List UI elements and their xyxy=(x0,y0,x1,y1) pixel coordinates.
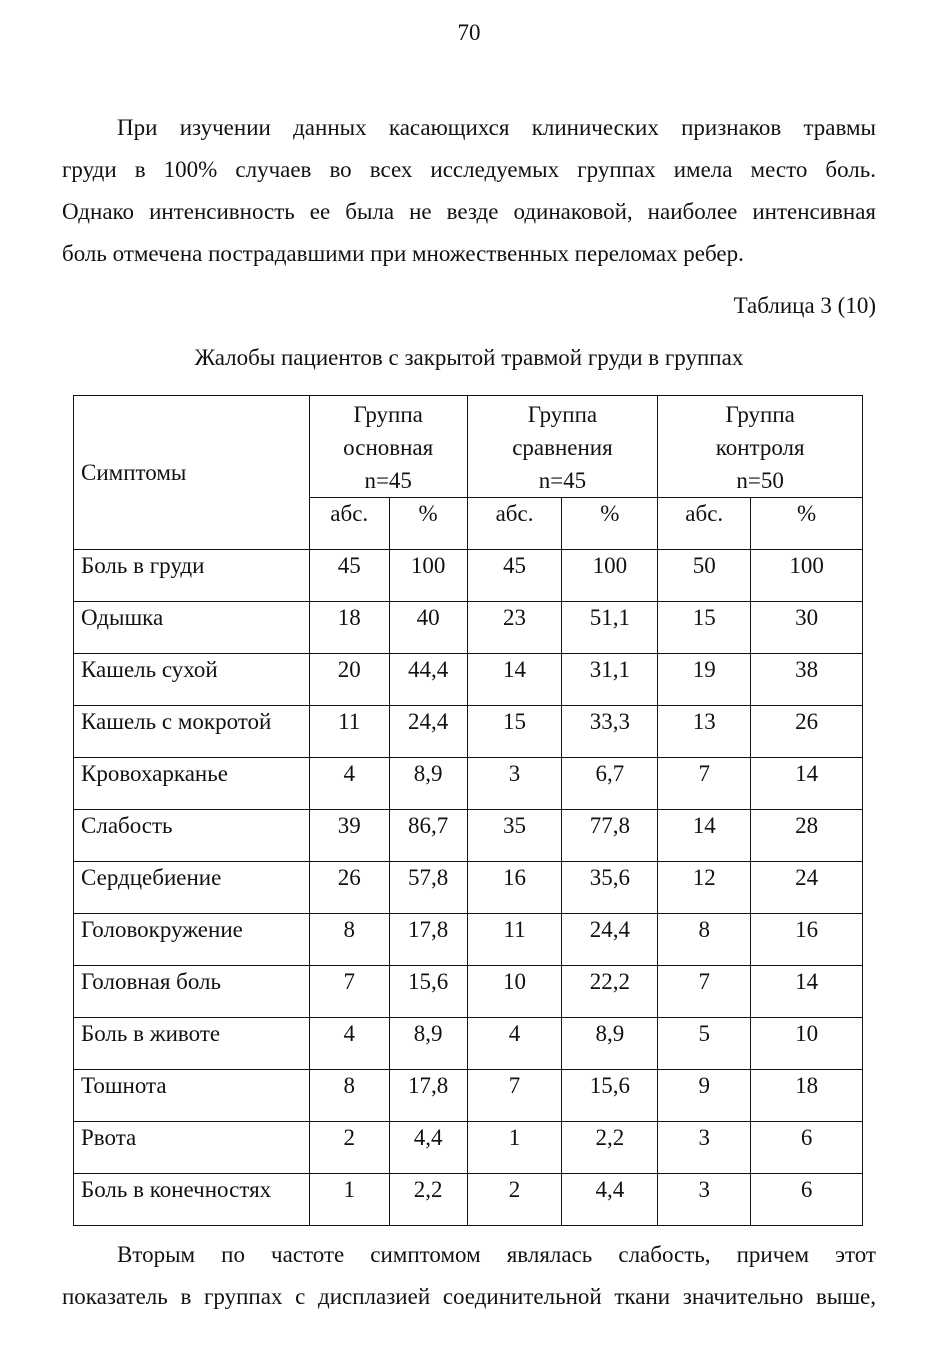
value-cell: 20 xyxy=(309,654,389,706)
symptom-cell: Боль в груди xyxy=(74,550,310,602)
symptom-cell: Рвота xyxy=(74,1122,310,1174)
value-cell: 31,1 xyxy=(562,654,658,706)
value-cell: 1 xyxy=(309,1174,389,1226)
value-cell: 17,8 xyxy=(389,914,467,966)
value-cell: 7 xyxy=(658,966,751,1018)
value-cell: 100 xyxy=(562,550,658,602)
pct-subheader: % xyxy=(389,498,467,550)
symptom-cell: Головная боль xyxy=(74,966,310,1018)
table-row xyxy=(74,602,863,654)
symptom-cell: Боль в конечностях xyxy=(74,1174,310,1226)
table-row xyxy=(74,914,863,966)
value-cell: 7 xyxy=(467,1070,562,1122)
table-row xyxy=(74,810,863,862)
paragraph-line: показатель в группах с дисплазией соединительной ткани значительно выше, xyxy=(62,1284,876,1309)
value-cell: 33,3 xyxy=(562,706,658,758)
pct-subheader: % xyxy=(751,498,863,550)
value-cell: 23 xyxy=(467,602,562,654)
value-cell: 39 xyxy=(309,810,389,862)
table-row xyxy=(74,1070,863,1122)
value-cell: 4 xyxy=(309,1018,389,1070)
value-cell: 45 xyxy=(467,550,562,602)
value-cell: 4 xyxy=(467,1018,562,1070)
table-row xyxy=(74,862,863,914)
abs-subheader: абс. xyxy=(309,498,389,550)
symptom-cell: Одышка xyxy=(74,602,310,654)
symptoms-column-header: Симптомы xyxy=(74,396,310,550)
value-cell: 77,8 xyxy=(562,810,658,862)
symptom-cell: Сердцебиение xyxy=(74,862,310,914)
value-cell: 13 xyxy=(658,706,751,758)
table-row xyxy=(74,966,863,1018)
value-cell: 19 xyxy=(658,654,751,706)
value-cell: 9 xyxy=(658,1070,751,1122)
value-cell: 4 xyxy=(309,758,389,810)
value-cell: 35,6 xyxy=(562,862,658,914)
value-cell: 8 xyxy=(309,914,389,966)
value-cell: 17,8 xyxy=(389,1070,467,1122)
value-cell: 14 xyxy=(751,758,863,810)
value-cell: 24 xyxy=(751,862,863,914)
value-cell: 6,7 xyxy=(562,758,658,810)
paragraph-line: груди в 100% случаев во всех исследуемых группах имела место боль. xyxy=(62,157,876,182)
value-cell: 2,2 xyxy=(562,1122,658,1174)
value-cell: 5 xyxy=(658,1018,751,1070)
intro-paragraph xyxy=(62,107,876,275)
value-cell: 40 xyxy=(389,602,467,654)
value-cell: 15,6 xyxy=(562,1070,658,1122)
value-cell: 100 xyxy=(751,550,863,602)
pct-subheader: % xyxy=(562,498,658,550)
value-cell: 10 xyxy=(751,1018,863,1070)
abs-subheader: абс. xyxy=(467,498,562,550)
table-row xyxy=(74,1174,863,1226)
value-cell: 15 xyxy=(658,602,751,654)
value-cell: 30 xyxy=(751,602,863,654)
paragraph-line: При изучении данных касающихся клинических признаков травмы xyxy=(117,115,876,140)
value-cell: 8,9 xyxy=(562,1018,658,1070)
value-cell: 50 xyxy=(658,550,751,602)
value-cell: 15,6 xyxy=(389,966,467,1018)
closing-paragraph xyxy=(62,1234,876,1318)
table-header-row xyxy=(74,396,863,498)
symptom-cell: Слабость xyxy=(74,810,310,862)
value-cell: 14 xyxy=(467,654,562,706)
value-cell: 45 xyxy=(309,550,389,602)
value-cell: 7 xyxy=(658,758,751,810)
value-cell: 18 xyxy=(751,1070,863,1122)
value-cell: 28 xyxy=(751,810,863,862)
value-cell: 11 xyxy=(309,706,389,758)
value-cell: 16 xyxy=(467,862,562,914)
value-cell: 24,4 xyxy=(562,914,658,966)
symptom-cell: Кашель сухой xyxy=(74,654,310,706)
value-cell: 16 xyxy=(751,914,863,966)
abs-subheader: абс. xyxy=(658,498,751,550)
value-cell: 2,2 xyxy=(389,1174,467,1226)
value-cell: 86,7 xyxy=(389,810,467,862)
value-cell: 57,8 xyxy=(389,862,467,914)
value-cell: 3 xyxy=(467,758,562,810)
value-cell: 1 xyxy=(467,1122,562,1174)
symptoms-table xyxy=(73,395,863,1226)
value-cell: 6 xyxy=(751,1174,863,1226)
group-comparison-header: Группа сравнения n=45 xyxy=(467,396,658,498)
value-cell: 11 xyxy=(467,914,562,966)
value-cell: 26 xyxy=(309,862,389,914)
group-main-header: Группа основная n=45 xyxy=(309,396,467,498)
value-cell: 14 xyxy=(751,966,863,1018)
symptom-cell: Боль в животе xyxy=(74,1018,310,1070)
symptom-cell: Головокружение xyxy=(74,914,310,966)
table-row xyxy=(74,758,863,810)
table-number: Таблица 3 (10) xyxy=(733,293,876,318)
table-title: Жалобы пациентов с закрытой травмой груди в группах xyxy=(194,345,744,370)
paragraph-line: боль отмечена пострадавшими при множественных переломах ребер. xyxy=(62,241,744,266)
value-cell: 12 xyxy=(658,862,751,914)
symptom-cell: Кашель с мокротой xyxy=(74,706,310,758)
value-cell: 2 xyxy=(309,1122,389,1174)
value-cell: 10 xyxy=(467,966,562,1018)
paragraph-line: Однако интенсивность ее была не везде одинаковой, наиболее интенсивная xyxy=(62,199,876,224)
value-cell: 2 xyxy=(467,1174,562,1226)
value-cell: 15 xyxy=(467,706,562,758)
value-cell: 24,4 xyxy=(389,706,467,758)
value-cell: 14 xyxy=(658,810,751,862)
paragraph-line: Вторым по частоте симптомом являлась слабость, причем этот xyxy=(117,1242,876,1267)
group-control-header: Группа контроля n=50 xyxy=(658,396,863,498)
symptom-cell: Кровохарканье xyxy=(74,758,310,810)
value-cell: 8,9 xyxy=(389,1018,467,1070)
symptom-cell: Тошнота xyxy=(74,1070,310,1122)
value-cell: 8 xyxy=(658,914,751,966)
value-cell: 22,2 xyxy=(562,966,658,1018)
value-cell: 100 xyxy=(389,550,467,602)
value-cell: 3 xyxy=(658,1122,751,1174)
table-row xyxy=(74,654,863,706)
page-number: 70 xyxy=(457,20,481,45)
value-cell: 4,4 xyxy=(562,1174,658,1226)
value-cell: 6 xyxy=(751,1122,863,1174)
value-cell: 26 xyxy=(751,706,863,758)
value-cell: 35 xyxy=(467,810,562,862)
value-cell: 38 xyxy=(751,654,863,706)
table-row xyxy=(74,1018,863,1070)
value-cell: 7 xyxy=(309,966,389,1018)
value-cell: 18 xyxy=(309,602,389,654)
table-row xyxy=(74,550,863,602)
value-cell: 44,4 xyxy=(389,654,467,706)
value-cell: 8,9 xyxy=(389,758,467,810)
table-row xyxy=(74,706,863,758)
value-cell: 3 xyxy=(658,1174,751,1226)
value-cell: 4,4 xyxy=(389,1122,467,1174)
value-cell: 8 xyxy=(309,1070,389,1122)
table-row xyxy=(74,1122,863,1174)
value-cell: 51,1 xyxy=(562,602,658,654)
